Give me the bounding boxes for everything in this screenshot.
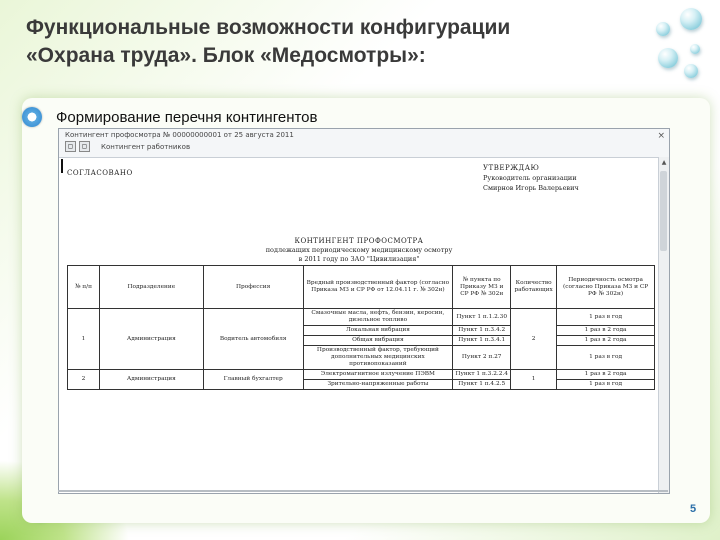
approved-block: [483, 163, 579, 193]
bullet-icon: [22, 107, 42, 127]
row-period: 1 раз в год: [557, 346, 655, 370]
row-profession: Водитель автомобиля: [203, 309, 303, 370]
row-factor: Производственный фактор, требующий дополнительных медицинских противопоказаний: [303, 346, 453, 370]
table-row: [68, 370, 655, 380]
contingent-table: [67, 265, 655, 390]
column-header: Подразделение: [99, 266, 203, 309]
bullet-text: Формирование перечня контингентов: [56, 108, 318, 126]
column-header: Вредный производственный фактор (согласно Приказа МЗ и СР РФ от 12.04.11 г. № 302н): [303, 266, 453, 309]
water-drop-icon: [684, 64, 698, 78]
row-item: Пункт 1 п.4.2.5: [453, 380, 511, 390]
scroll-thumb[interactable]: [660, 171, 667, 251]
row-period: 1 раз в год: [557, 380, 655, 390]
slide-title-line2: «Охрана труда». Блок «Медосмотры»:: [26, 44, 426, 67]
approved-header: УТВЕРЖДАЮ: [483, 164, 540, 172]
save-icon[interactable]: ▢: [79, 141, 90, 152]
close-button[interactable]: ×: [657, 131, 665, 141]
row-period: 1 раз в 2 года: [557, 326, 655, 336]
row-department: Администрация: [99, 370, 203, 390]
water-drop-icon: [680, 8, 702, 30]
row-period: 1 раз в 2 года: [557, 370, 655, 380]
agreed-label: СОГЛАСОВАНО: [67, 169, 133, 177]
column-header: № пункта по Приказу МЗ и СР РФ № 302н: [453, 266, 511, 309]
row-factor: Общая вибрация: [303, 336, 453, 346]
window-header: [59, 129, 669, 158]
list-title-line3: в 2011 году по ЗАО "Цивилизация": [298, 255, 420, 263]
row-factor: Электромагнитное излучение ПЭВМ: [303, 370, 453, 380]
document-area: [59, 157, 659, 493]
row-number: 1: [68, 309, 100, 370]
column-header: Периодичность осмотра (согласно Приказа МЗ и СР РФ № 302н): [557, 266, 655, 309]
column-header: Количество работающих: [511, 266, 557, 309]
row-period: 1 раз в 2 года: [557, 336, 655, 346]
list-title-line2: подлежащих периодическому медицинскому осмотру: [265, 246, 453, 254]
row-factor: Зрительно-напряженные работы: [303, 380, 453, 390]
row-factor: Смазочные масла, нефть, бензин, керосин, дизельное топливо: [303, 309, 453, 326]
water-drop-icon: [656, 22, 670, 36]
row-item: Пункт 1 п.3.4.2: [453, 326, 511, 336]
vertical-scrollbar[interactable]: [658, 157, 669, 493]
list-title-line1: КОНТИНГЕНТ ПРОФОСМОТРА: [294, 237, 424, 245]
row-number: 2: [68, 370, 100, 390]
text-caret: [61, 159, 63, 173]
row-profession: Главный бухгалтер: [203, 370, 303, 390]
table-header-row: [68, 266, 655, 309]
footer-divider: [58, 490, 668, 492]
approved-position: Руководитель организации: [483, 174, 577, 182]
row-item: Пункт 2 п.27: [453, 346, 511, 370]
bullet-item: [22, 104, 318, 130]
water-drop-icon: [658, 48, 678, 68]
column-header: № п/п: [68, 266, 100, 309]
slide-title-line1: Функциональные возможности конфигурации: [26, 16, 511, 39]
slide-title: [26, 14, 606, 70]
list-title: [219, 237, 499, 264]
column-header: Профессия: [203, 266, 303, 309]
table-row: [68, 309, 655, 326]
row-period: 1 раз в год: [557, 309, 655, 326]
row-count: 1: [511, 370, 557, 390]
screenshot-window: [58, 128, 670, 494]
window-title: Контингент профосмотра № 00000000001 от 25 августа 2011: [65, 131, 294, 139]
row-factor: Локальная вибрация: [303, 326, 453, 336]
row-count: 2: [511, 309, 557, 370]
print-icon[interactable]: ▢: [65, 141, 76, 152]
page-number: 5: [690, 503, 697, 515]
row-item: Пункт 1 п.3.4.1: [453, 336, 511, 346]
scroll-up-icon[interactable]: ▲: [661, 159, 667, 166]
row-item: Пункт 1 п.3.2.2.4: [453, 370, 511, 380]
approved-name: Смирнов Игорь Валерьевич: [483, 184, 579, 192]
row-department: Администрация: [99, 309, 203, 370]
window-subtitle: Контингент работников: [101, 143, 191, 151]
row-item: Пункт 1 п.1.2.30: [453, 309, 511, 326]
water-drop-icon: [690, 44, 700, 54]
